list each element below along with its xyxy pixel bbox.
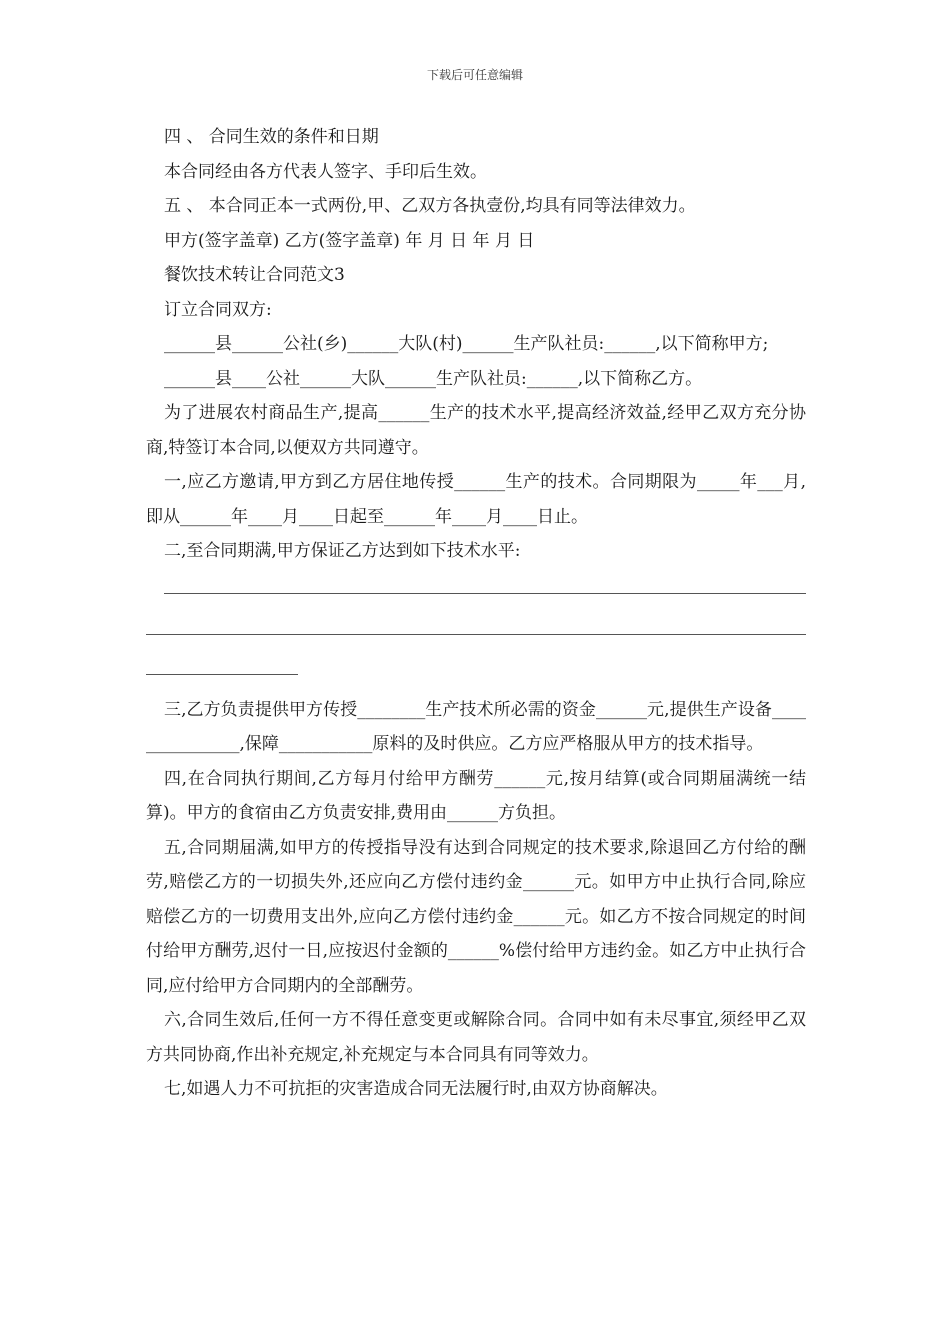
- clause-3: 三,乙方负责提供甲方传授________生产技术所必需的资金______元,提供生产设备_______________,保障___________原料的及时供应。乙方应严格服从甲方的技术指导。: [146, 699, 806, 754]
- party-a-line: ______县______公社(乡)______大队(村)______生产队社员:______,以下简称甲方;: [164, 334, 769, 354]
- clause-6: 六,合同生效后,任何一方不得任意变更或解除合同。合同中如有未尽事宜,须经甲乙双方共同协商,作出补充规定,补充规定与本合同具有同等效力。: [146, 1010, 806, 1065]
- clause-5: 五,合同期届满,如甲方的传授指导没有达到合同规定的技术要求,除退回乙方付给的酬劳,赔偿乙方的一切损失外,还应向乙方偿付违约金______元。如甲方中止执行合同,除应赔偿乙方的一切费用支出外,应向乙方偿付违约金______元。如乙方不按合同规定的时间付给甲方酬劳,迟付一日,应按迟付金额的______%偿付给甲方违约金。如乙方中止执行合同,应付给甲方合同期内的全部酬劳。: [146, 837, 806, 996]
- fill-in-line: [146, 674, 298, 675]
- clause-2: 二,至合同期满,甲方保证乙方达到如下技术水平:: [164, 541, 521, 561]
- clause-7: 七,如遇人力不可抗拒的灾害造成合同无法履行时,由双方协商解决。: [164, 1079, 668, 1099]
- fill-in-line: [146, 634, 806, 635]
- document-body: [146, 120, 806, 1107]
- clause-1: 一,应乙方邀请,甲方到乙方居住地传授______生产的技术。合同期限为_____年___月,即从______年____月____日起至______年____月____日止。: [146, 472, 806, 527]
- paragraph: 订立合同双方:: [164, 299, 272, 320]
- section-heading-5: 五 、 本合同正本一式两份,甲、乙双方各执壹份,均具有同等法律效力。: [164, 196, 696, 216]
- clause-4: 四,在合同执行期间,乙方每月付给甲方酬劳______元,按月结算(或合同期届满统一结算)。甲方的食宿由乙方负责安排,费用由______方负担。: [146, 768, 806, 823]
- page-header: 下载后可任意编辑: [426, 68, 523, 82]
- document-title: 餐饮技术转让合同范文3: [164, 265, 345, 285]
- paragraph: 本合同经由各方代表人签字、手印后生效。: [164, 161, 487, 182]
- fill-in-line: [164, 593, 806, 594]
- section-heading-4: 四 、 合同生效的条件和日期: [164, 127, 379, 147]
- signature-line: 甲方(签字盖章) 乙方(签字盖章) 年 月 日 年 月 日: [164, 230, 535, 251]
- paragraph: 为了进展农村商品生产,提高______生产的技术水平,提高经济效益,经甲乙双方充分协商,特签订本合同,以便双方共同遵守。: [146, 403, 806, 458]
- party-b-line: ______县____公社______大队______生产队社员:______,以下简称乙方。: [164, 368, 703, 389]
